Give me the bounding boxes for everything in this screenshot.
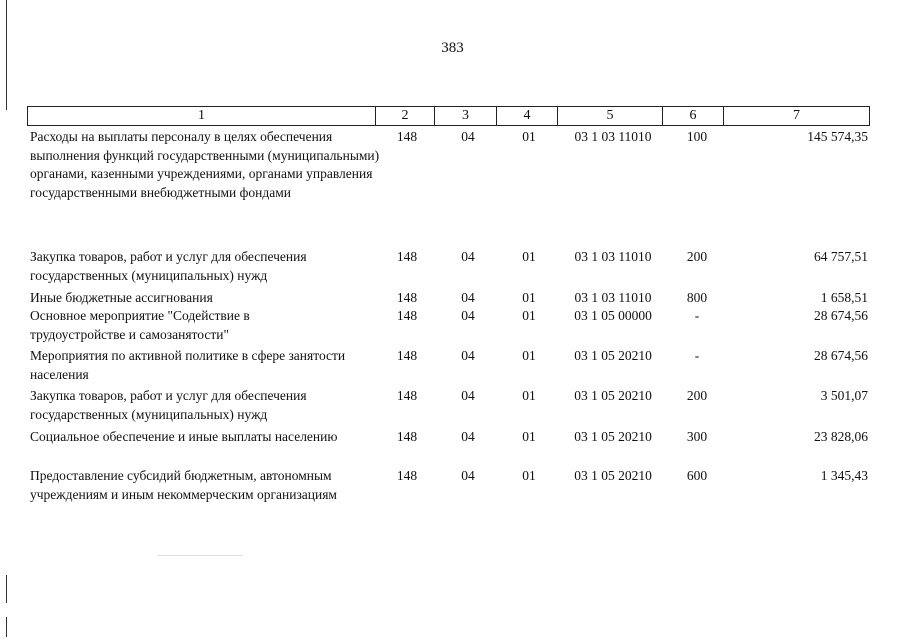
row-description: Предоставление субсидий бюджетным, автономным учреждениям и иным некоммерческим организациям — [30, 468, 337, 502]
row-description: Закупка товаров, работ и услуг для обеспечения государственных (муниципальных) нужд — [30, 388, 307, 422]
row-cell-6: 200 — [686, 388, 708, 403]
row-description: Социальное обеспечение и иные выплаты населению — [30, 429, 338, 444]
row-cell-2: 148 — [396, 348, 418, 363]
table-header-row — [27, 106, 870, 126]
row-cell-6: 100 — [686, 129, 708, 144]
row-cell-6: 600 — [686, 468, 708, 483]
scan-edge-line — [6, 617, 7, 637]
header-cell-1: 1 — [28, 107, 376, 125]
row-cell-5: 03 1 05 20210 — [574, 429, 652, 444]
row-cell-2: 148 — [396, 308, 418, 323]
row-cell-3: 04 — [461, 348, 475, 363]
row-description: Расходы на выплаты персоналу в целях обеспечения выполнения функций государственными (муниципальными) органами, казенными учреждениями, органами управления государственными внебюджетными фондами — [30, 129, 380, 200]
row-cell-5: 03 1 03 11010 — [574, 249, 652, 264]
header-cell-5: 5 — [558, 107, 663, 125]
row-cell-5: 03 1 05 20210 — [574, 468, 652, 483]
row-cell-5: 03 1 03 11010 — [574, 290, 652, 305]
row-amount: 64 757,51 — [814, 249, 868, 264]
row-amount: 1 658,51 — [820, 290, 868, 305]
row-cell-5: 03 1 03 11010 — [574, 129, 652, 144]
row-description: Закупка товаров, работ и услуг для обеспечения государственных (муниципальных) нужд — [30, 249, 307, 283]
row-cell-3: 04 — [461, 308, 475, 323]
row-cell-2: 148 — [396, 249, 418, 264]
row-cell-4: 01 — [522, 290, 536, 305]
row-cell-6: 300 — [686, 429, 708, 444]
row-cell-3: 04 — [461, 249, 475, 264]
row-amount: 145 574,35 — [807, 129, 868, 144]
scan-smudge — [158, 555, 243, 556]
header-cell-6: 6 — [663, 107, 724, 125]
row-cell-6: - — [694, 308, 700, 323]
row-amount: 1 345,43 — [820, 468, 868, 483]
row-description: Основное мероприятие "Содействие в трудоустройстве и самозанятости" — [30, 308, 250, 342]
header-cell-7: 7 — [793, 108, 800, 123]
row-amount: 3 501,07 — [820, 388, 868, 403]
row-amount: 28 674,56 — [814, 348, 868, 363]
row-cell-4: 01 — [522, 429, 536, 444]
row-cell-4: 01 — [522, 308, 536, 323]
header-cell-3: 3 — [435, 107, 497, 125]
row-amount: 28 674,56 — [814, 308, 868, 323]
row-cell-2: 148 — [396, 429, 418, 444]
header-cell-2: 2 — [376, 107, 435, 125]
row-cell-4: 01 — [522, 249, 536, 264]
scan-edge-line — [6, 575, 7, 603]
row-cell-3: 04 — [461, 290, 475, 305]
row-cell-3: 04 — [461, 468, 475, 483]
row-cell-3: 04 — [461, 429, 475, 444]
row-description: Иные бюджетные ассигнования — [30, 290, 213, 305]
row-cell-6: - — [694, 348, 700, 363]
row-cell-5: 03 1 05 20210 — [574, 388, 652, 403]
row-amount: 23 828,06 — [814, 429, 868, 444]
row-cell-2: 148 — [396, 290, 418, 305]
header-cell-4: 4 — [497, 107, 558, 125]
row-cell-3: 04 — [461, 129, 475, 144]
row-cell-3: 04 — [461, 388, 475, 403]
row-cell-2: 148 — [396, 129, 418, 144]
row-cell-5: 03 1 05 00000 — [574, 308, 652, 323]
row-cell-4: 01 — [522, 348, 536, 363]
row-cell-4: 01 — [522, 468, 536, 483]
row-cell-6: 200 — [686, 249, 708, 264]
row-cell-2: 148 — [396, 468, 418, 483]
row-cell-5: 03 1 05 20210 — [574, 348, 652, 363]
row-cell-4: 01 — [522, 388, 536, 403]
page-number: 383 — [441, 40, 464, 56]
row-description: Мероприятия по активной политике в сфере занятости населения — [30, 348, 346, 382]
row-cell-4: 01 — [522, 129, 536, 144]
row-cell-2: 148 — [396, 388, 418, 403]
row-cell-6: 800 — [686, 290, 708, 305]
